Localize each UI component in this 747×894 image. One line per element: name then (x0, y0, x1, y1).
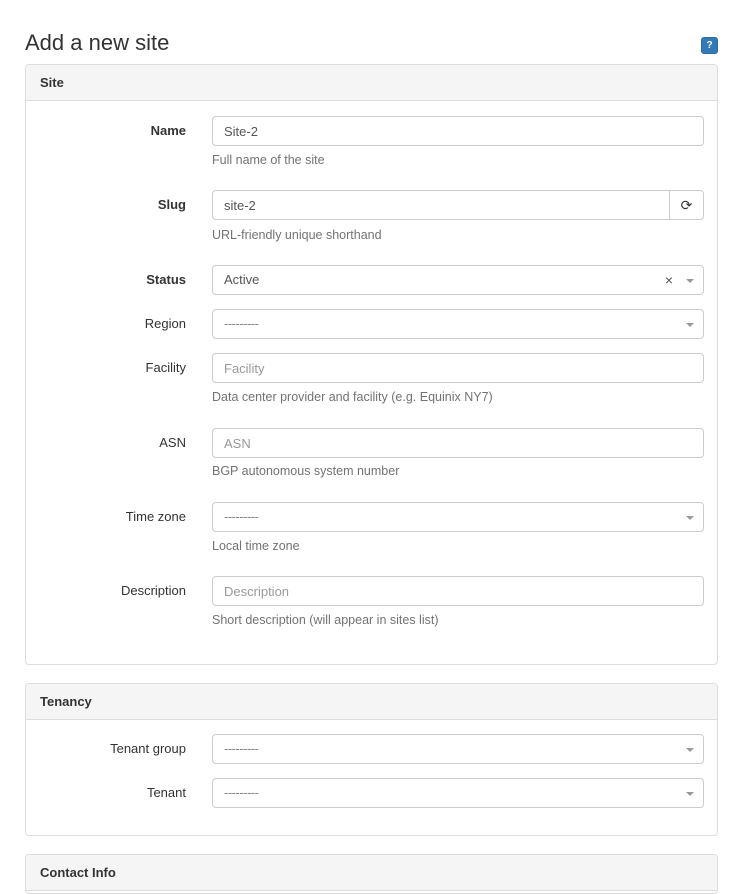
asn-label: ASN (159, 435, 186, 450)
chevron-down-icon (686, 279, 694, 283)
slug-help: URL-friendly unique shorthand (212, 228, 382, 242)
description-help: Short description (will appear in sites list) (212, 613, 439, 627)
status-value: Active (224, 272, 260, 287)
tenancy-panel (25, 683, 718, 836)
tenancy-panel-heading: Tenancy (26, 684, 717, 720)
slug-input[interactable] (212, 190, 670, 220)
tenant-group-label: Tenant group (110, 741, 186, 756)
chevron-down-icon (686, 323, 694, 327)
facility-input[interactable] (212, 353, 704, 383)
region-value: --------- (224, 316, 259, 331)
tenant-group-value: --------- (224, 741, 259, 756)
contact-info-panel (25, 854, 718, 894)
status-select[interactable] (212, 265, 704, 295)
region-label: Region (144, 316, 186, 331)
facility-help: Data center provider and facility (e.g. Equinix NY7) (212, 390, 493, 404)
description-input[interactable] (212, 576, 704, 606)
name-help: Full name of the site (212, 153, 325, 167)
page-title: Add a new site (25, 30, 170, 55)
site-panel-heading: Site (26, 65, 717, 101)
time-zone-value: --------- (224, 509, 259, 524)
name-input[interactable] (212, 116, 704, 146)
description-label: Description (120, 583, 186, 598)
asn-help: BGP autonomous system number (212, 464, 400, 478)
tenant-select[interactable] (212, 778, 704, 808)
region-select[interactable] (212, 309, 704, 339)
refresh-icon: ⟳ (680, 197, 693, 213)
facility-label: Facility (145, 360, 186, 375)
time-zone-label: Time zone (125, 509, 186, 524)
contact-info-panel-heading: Contact Info (26, 855, 717, 891)
status-label: Status (146, 272, 186, 287)
tenant-label: Tenant (146, 785, 186, 800)
site-panel (25, 64, 718, 665)
tenant-value: --------- (224, 785, 259, 800)
regenerate-slug-button[interactable] (669, 190, 704, 220)
slug-label: Slug (157, 197, 186, 212)
time-zone-help: Local time zone (212, 539, 300, 553)
help-icon[interactable]: ? (701, 37, 718, 54)
chevron-down-icon (686, 516, 694, 520)
name-label: Name (150, 123, 186, 138)
time-zone-select[interactable] (212, 502, 704, 532)
chevron-down-icon (686, 792, 694, 796)
clear-icon[interactable]: × (664, 272, 673, 288)
chevron-down-icon (686, 748, 694, 752)
tenant-group-select[interactable] (212, 734, 704, 764)
asn-input[interactable] (212, 428, 704, 458)
